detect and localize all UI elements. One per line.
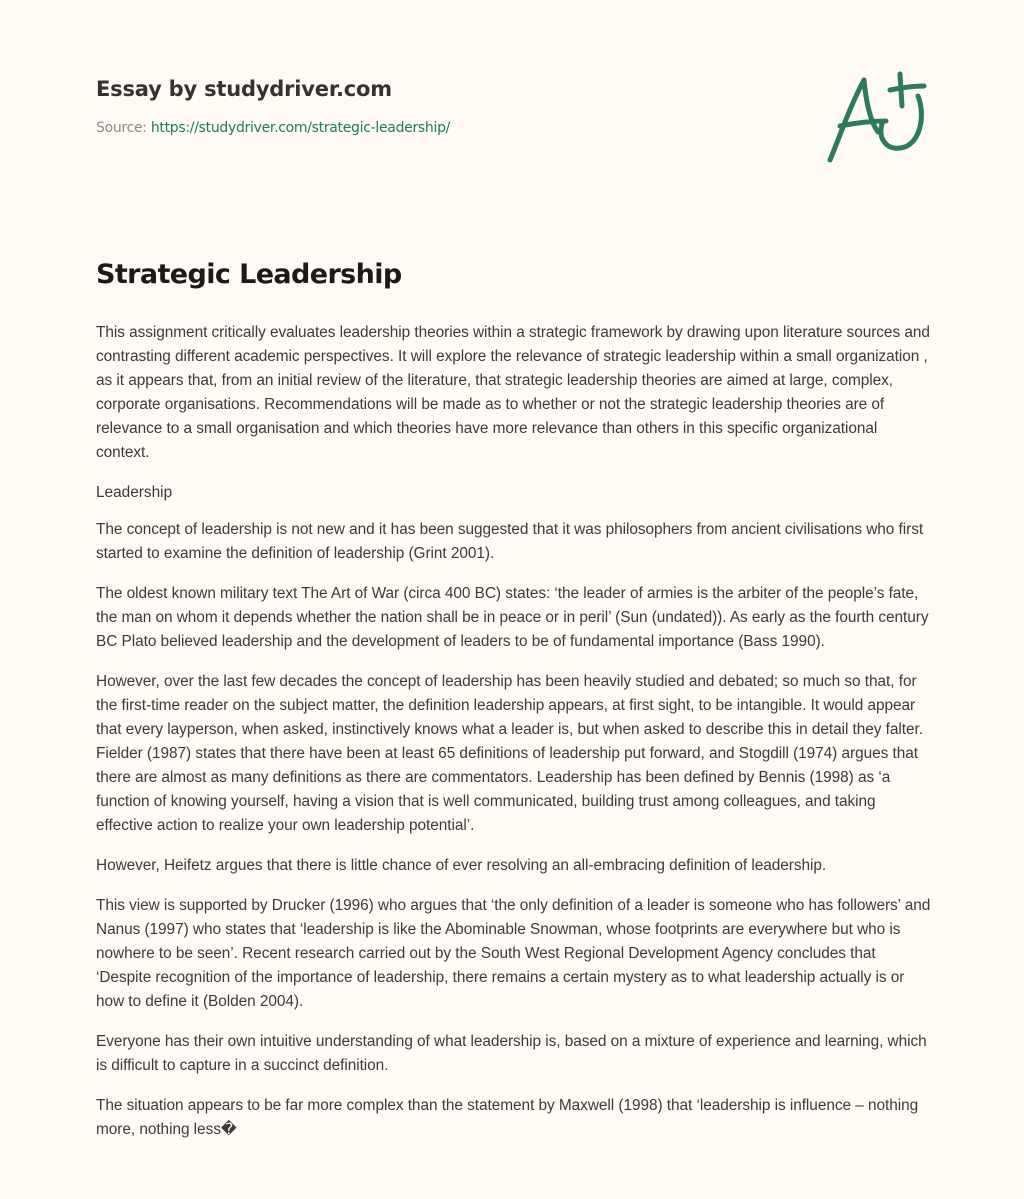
- paragraph: This view is supported by Drucker (1996) who argues that ‘the only definition of a leader is someone who has followers’ and Nanus (1997) who states that ‘leadership is like the Abominable Snowman, whose footprints are everywhere but who is nowhere to be seen’. Recent research carried out by the South West Regional Development Agency concludes that ‘Despite recognition of the importance of leadership, there remains a certain mystery as to what leadership actually is or how to define it (Bolden 2004).: [96, 897, 931, 1010]
- paragraph: The situation appears to be far more complex than the statement by Maxwell (1998) that ‘leadership is influence – nothing more, nothing less�: [96, 1097, 919, 1138]
- site-title: Essay by studydriver.com: [96, 77, 392, 101]
- paragraph: However, over the last few decades the concept of leadership has been heavily studied and debated; so much so that, for the first-time reader on the subject matter, the definition leadership appears, at first sight, to be intangible. It would appear that every layperson, when asked, instinctively knows what a leader is, but when asked to describe this in detail they falter. Fielder (1987) states that there have been at least 65 definitions of leadership put forward, and Stogdill (1974) argues that there are almost as many definitions as there are commentators. Leadership has been defined by Bennis (1998) as ‘a function of knowing yourself, having a vision that is well communicated, building trust among colleagues, and taking effective action to realize your own leadership potential’.: [96, 673, 923, 834]
- source-label: Source:: [96, 120, 147, 136]
- essay-title: Strategic Leadership: [96, 259, 402, 290]
- source-line: [96, 118, 696, 138]
- source-link[interactable]: https://studydriver.com/strategic-leadership/: [150, 120, 451, 136]
- paragraph-intro: This assignment critically evaluates leadership theories within a strategic framework by drawing upon literature sources and contrasting different academic perspectives. It will explore the relevance of strategic leadership within a small organization , as it appears that, from an initial review of the literature, that strategic leadership theories are aimed at large, complex, corporate organisations. Recommendations will be made as to whether or not the strategic leadership theories are of relevance to a small organisation and which theories have more relevance than others in this specific organizational context.: [96, 324, 930, 461]
- section-heading-leadership: Leadership: [96, 484, 173, 501]
- page-header: [96, 74, 696, 138]
- a-plus-grade-icon: [820, 66, 930, 166]
- paragraph: Everyone has their own intuitive understanding of what leadership is, based on a mixture of experience and learning, which is difficult to capture in a succinct definition.: [96, 1033, 927, 1074]
- essay-content: [96, 255, 932, 1158]
- paragraph: The oldest known military text The Art of War (circa 400 BC) states: ‘the leader of armies is the arbiter of the people’s fate, the man on whom it depends whether the nation shall be in peace or in peril’ (Sun (undated)). As early as the fourth century BC Plato believed leadership and the development of leaders to be of fundamental importance (Bass 1990).: [96, 585, 929, 650]
- paragraph: The concept of leadership is not new and it has been suggested that it was philosophers from ancient civilisations who first started to examine the definition of leadership (Grint 2001).: [96, 521, 924, 562]
- paragraph: However, Heifetz argues that there is little chance of ever resolving an all-embracing definition of leadership.: [96, 857, 827, 874]
